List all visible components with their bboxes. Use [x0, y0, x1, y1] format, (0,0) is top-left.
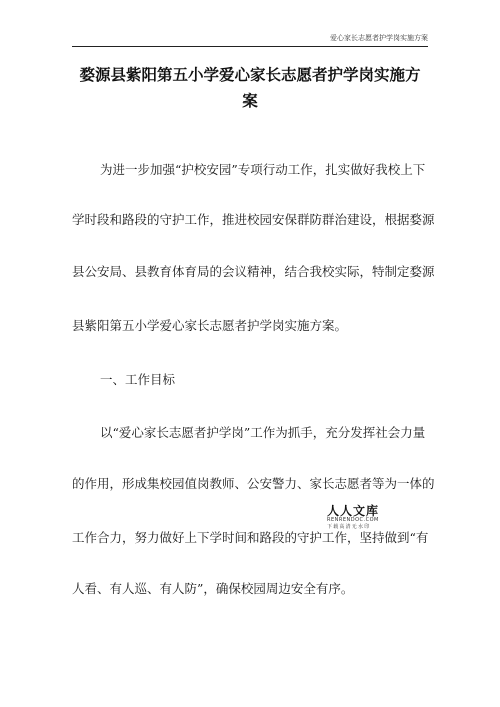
body-line-7: 工作合力，努力做好上下学时间和路段的守护工作，坚持做到“有	[72, 530, 429, 545]
section-heading-1: 一、工作目标	[100, 372, 176, 387]
watermark-slogan: 下载高清无水印	[327, 524, 371, 530]
watermark-brand: 人人文库	[327, 504, 380, 518]
document-title-line-2: 案	[242, 91, 258, 110]
document-title	[72, 62, 428, 114]
document-title-line-1: 婺源县紫阳第五小学爱心家长志愿者护学岗实施方	[79, 65, 421, 84]
body-line-5: 以“爱心家长志愿者护学岗”工作为抓手，充分发挥社会力量	[100, 425, 426, 440]
body-line-4: 县紫阳第五小学爱心家长志愿者护学岗实施方案。	[72, 318, 348, 333]
body-line-8: 人看、有人巡、有人防”，确保校园周边安全有序。	[72, 581, 354, 596]
watermark-logo	[327, 502, 437, 534]
watermark-domain: RENRENDOC.COM	[327, 517, 379, 523]
page-header	[72, 34, 428, 47]
body-line-3: 县公安局、县教育体育局的会议精神，结合我校实际，特制定婺源	[72, 264, 435, 279]
body-line-1: 为进一步加强“护校安园”专项行动工作，扎实做好我校上下	[100, 162, 426, 177]
running-title: 爱心家长志愿者护学岗实施方案	[330, 34, 428, 42]
body-line-6: 的作用，形成集校园值岗教师、公安警力、家长志愿者等为一体的	[72, 476, 435, 491]
body-line-2: 学时段和路段的守护工作，推进校园安保群防群治建设，根据婺源	[72, 212, 435, 227]
